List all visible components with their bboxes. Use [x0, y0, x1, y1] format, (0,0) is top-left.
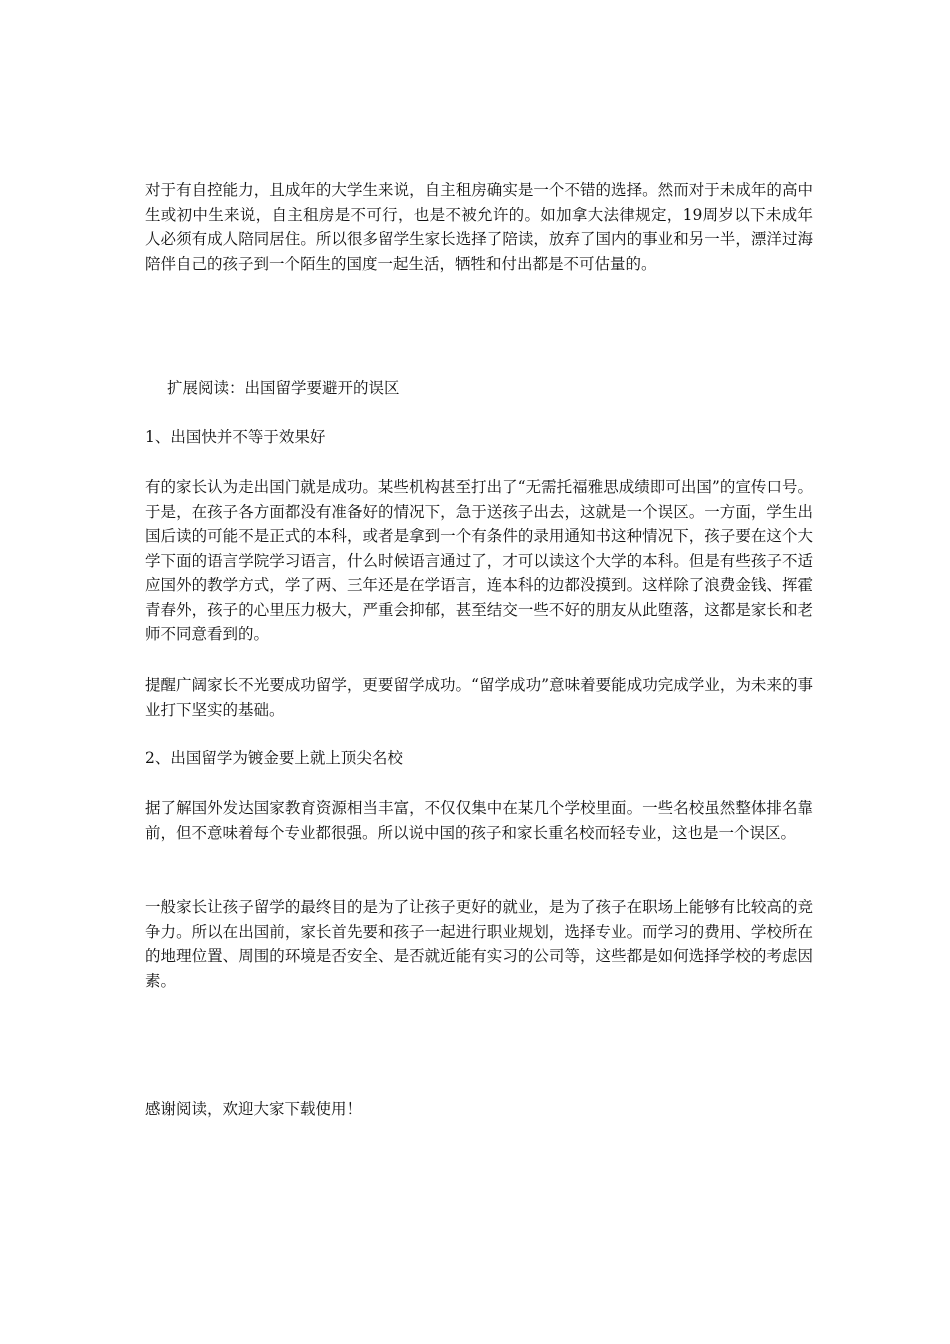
thanks-note: 感谢阅读，欢迎大家下载使用！: [145, 1100, 363, 1118]
paragraph-going-abroad-fast: 有的家长认为走出国门就是成功。某些机构甚至打出了“无需托福雅思成绩即可出国”的宣传口号。于是，在孩子各方面都没有准备好的情况下，急于送孩子出去，这就是一个误区。一方面，学生出国后读的可能不是正式的本科，或者是拿到一个有条件的录用通知书这种情况下，孩子要在这个大学下面的语言学院学习语言，什么时候语言通过了，才可以读这个大学的本科。但是有些孩子不适应国外的教学方式，学了两、三年还是在学语言，连本科的边都没摸到。这样除了浪费金钱、挥霍青春外，孩子的心里压力极大，严重会抑郁，甚至结交一些不好的朋友从此堕落，这都是家长和老师不同意看到的。: [145, 478, 813, 643]
paragraph-career-planning: 一般家长让孩子留学的最终目的是为了让孩子更好的就业，是为了孩子在职场上能够有比较高的竞争力。所以在出国前，家长首先要和孩子一起进行职业规划，选择专业。而学习的费用、学校所在的地理位置、周围的环境是否安全、是否就近能有实习的公司等，这些都是如何选择学校的考虑因素。: [145, 898, 813, 990]
section-heading-1: 1、出国快并不等于效果好: [145, 428, 326, 446]
paragraph-renting-minors: 对于有自控能力，且成年的大学生来说，自主租房确实是一个不错的选择。然而对于未成年的高中生或初中生来说，自主租房是不可行，也是不被允许的。如加拿大法律规定，19周岁以下未成年人必须有成人陪同居住。所以很多留学生家长选择了陪读，放弃了国内的事业和另一半，漂洋过海陪伴自己的孩子到一个陌生的国度一起生活，牺牲和付出都是不可估量的。: [145, 181, 813, 273]
paragraph-education-resources: 据了解国外发达国家教育资源相当丰富，不仅仅集中在某几个学校里面。一些名校虽然整体排名靠前，但不意味着每个专业都很强。所以说中国的孩子和家长重名校而轻专业，这也是一个误区。: [145, 799, 813, 842]
section-heading-2: 2、出国留学为镀金要上就上顶尖名校: [145, 749, 403, 767]
paragraph-reminder: 提醒广阔家长不光要成功留学，更要留学成功。“留学成功”意味着要能成功完成学业，为未来的事业打下坚实的基础。: [145, 676, 813, 719]
extended-reading-title: 扩展阅读：出国留学要避开的误区: [167, 379, 400, 397]
